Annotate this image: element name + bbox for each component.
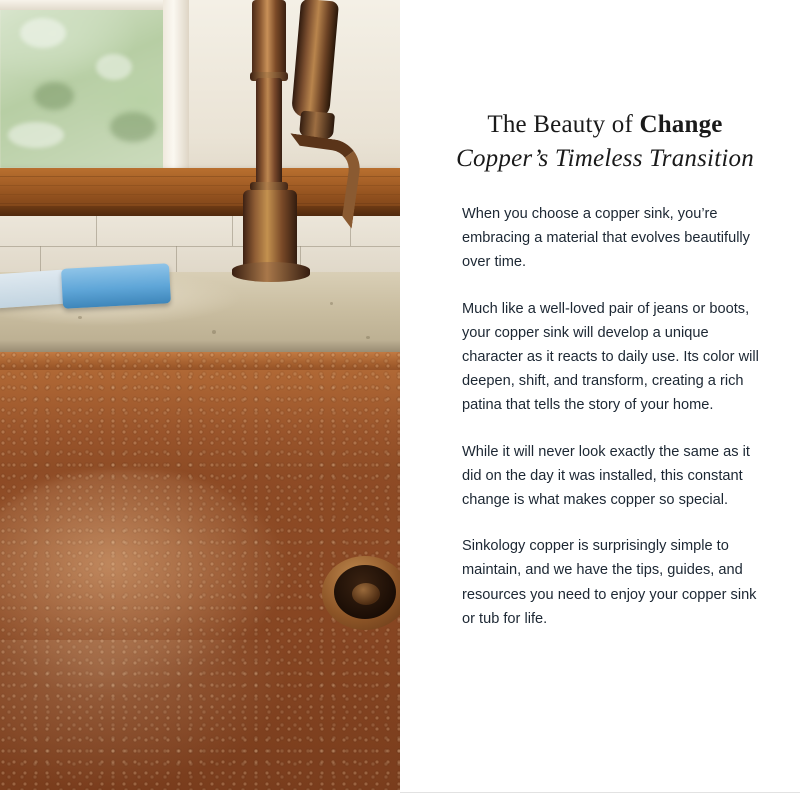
paragraph: Sinkology copper is surprisingly simple to maintain, and we have the tips, guides, and resources you need to enjoy your copper sink or tub for life. bbox=[462, 538, 757, 627]
faucet-column bbox=[252, 0, 286, 80]
sink-drain-plug bbox=[352, 583, 380, 605]
article-panel bbox=[400, 0, 800, 800]
glass-highlight bbox=[20, 18, 66, 48]
water-sheen bbox=[0, 640, 290, 790]
article-body bbox=[434, 202, 776, 631]
faucet-escutcheon bbox=[232, 262, 310, 282]
page-title bbox=[434, 108, 776, 176]
paragraph: Much like a well-loved pair of jeans or boots, your copper sink will develop a unique character as it reacts to daily use. Its color will deepen, shift, and transform, creating a rich patina that tells the story of your home. bbox=[462, 300, 759, 414]
blue-sponge bbox=[61, 263, 171, 309]
glass-shadow bbox=[110, 112, 156, 142]
faucet-neck bbox=[256, 78, 282, 190]
glass-highlight bbox=[96, 54, 132, 80]
glass-highlight bbox=[8, 122, 64, 148]
headline-emphasis: Change bbox=[639, 111, 723, 138]
footer-divider bbox=[400, 792, 800, 793]
window-mullion bbox=[163, 0, 190, 178]
headline-line-2: Copper’s Timeless Transition bbox=[456, 145, 754, 172]
headline-line-1 bbox=[434, 108, 776, 142]
window-sash bbox=[0, 0, 190, 10]
cleaning-cloth bbox=[0, 270, 67, 309]
copper-sink-photo bbox=[0, 0, 400, 790]
paragraph: While it will never look exactly the same as it did on the day it was installed, this constant change is what makes copper so special. bbox=[462, 443, 750, 509]
headline-prefix: The Beauty of bbox=[487, 111, 640, 138]
paragraph: When you choose a copper sink, you’re embracing a material that evolves beautifully over time. bbox=[462, 206, 750, 271]
glass-shadow bbox=[34, 82, 74, 110]
